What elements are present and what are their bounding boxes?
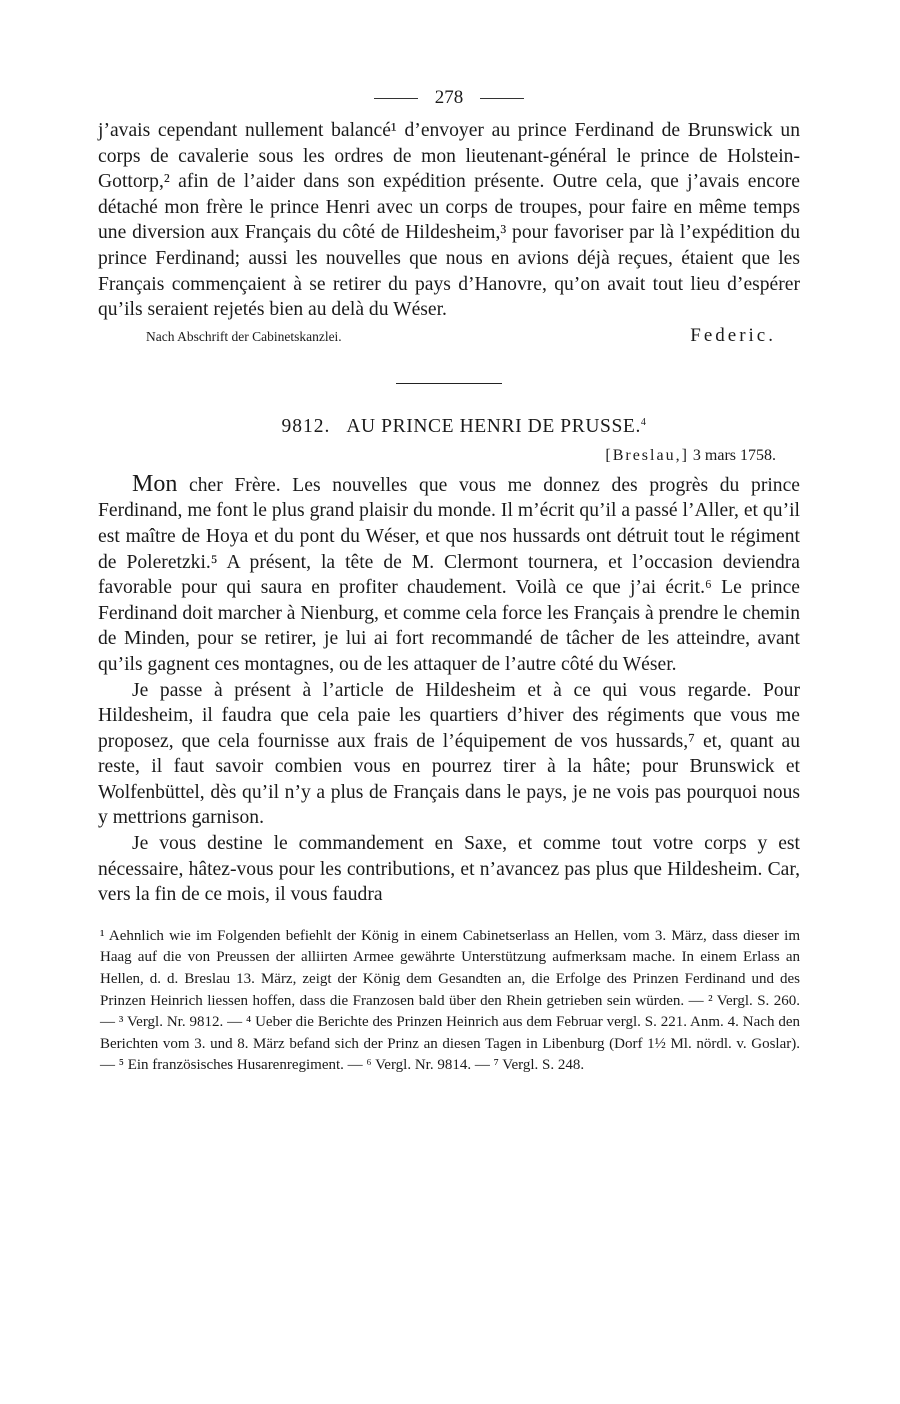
header-dash-left xyxy=(374,98,418,99)
letter-paragraph-3: Je vous destine le commandement en Saxe, et comme tout votre corps y est nécessaire, hâtez-vous pour les contributions, et n’avancez pas plus que Hildesheim. Car, vers la fin de ce mois, il vous faudra xyxy=(98,833,800,906)
dateline-place: [Breslau,] xyxy=(605,446,689,464)
source-note: Nach Abschrift der Cabinetskanzlei. xyxy=(146,328,342,344)
letter-paragraph-1 xyxy=(98,472,800,678)
section-divider xyxy=(396,383,502,384)
letter-paragraph-2: Je passe à présent à l’article de Hildesheim et à ce qui vous regarde. Pour Hildesheim, il faudra que cela paie les quartiers d’hiver des régiments que vous me proposez, que cela fournisse aux frais de l’équipement de vos hussards,⁷ et, quant au reste, il faut savoir combien vous en pourrez tirer à la hâte; pour Brunswick et Wolfenbüttel, dès qu’il n’y a plus de Français dans le pays, je ne vois pas pourquoi nous y mettrions garnison. xyxy=(98,679,800,829)
header-dash-right xyxy=(480,98,524,99)
letter-continuation-text: j’avais cependant nullement balancé¹ d’envoyer au prince Ferdinand de Brunswick un corps de cavalerie sous les ordres de mon lieutenant-général le prince de Holstein-Gottorp,² afin de l’aider dans son expédition présente. Outre cela, que j’avais encore détaché mon frère le prince Henri avec un corps de troupes, pour faire en même temps une diversion aux Français du côté de Hildesheim,³ pour favoriser par là l’expédition du prince Ferdinand; aussi les nouvelles que nous en avions déjà reçues, étaient que les Français commençaient à se retirer du pays d’Hanovre, qu’on avait tout lieu d’espérer qu’ils seraient rejetés bien au delà du Wéser. xyxy=(98,120,800,321)
title-footnote-ref: 4 xyxy=(640,416,647,428)
page-header xyxy=(98,84,800,112)
letter-closing xyxy=(98,325,800,347)
footnotes: ¹ Aehnlich wie im Folgenden befiehlt der König in einem Cabinetserlass an Hellen, vom 3. März, dass dieser im Haag auf die von Preussen der alliirten Armee gewährte Unterstützung aufmerksam mache. In einem Erlass an Hellen, d. d. Breslau 13. März, zeigt der König dem Gesandten an, die Erfolge des Prinzen Ferdinand und des Prinzen Heinrich liessen hoffen, dass die Franzosen bald über den Rhein getrieben sein würden. — ² Vergl. S. 260. — ³ Vergl. Nr. 9812. — ⁴ Ueber die Berichte des Prinzen Heinrich aus dem Februar vergl. S. 221. Anm. 4. Nach den Berichten vom 3. und 8. März befand sich der Prinz an diesen Tagen in Libenburg (Dorf 1½ Ml. nördl. v. Goslar). — ⁵ Ein französisches Husarenregiment. — ⁶ Vergl. Nr. 9814. — ⁷ Vergl. S. 248. xyxy=(100,927,800,1074)
page-number: 278 xyxy=(434,87,464,108)
signature: Federic. xyxy=(690,324,776,346)
letter-paragraph-1-text: cher Frère. Les nouvelles que vous me donnez des progrès du prince Ferdinand, me font le plus grand plaisir du monde. Il m’écrit qu’il a passé l’Aller, et qu’il est maître de Hoya et du pont du Wéser, et que nos hussards ont détruit tout le régiment de Poleretzki.⁵ A présent, la tête de M. Clermont tournera, et l’occasion deviendra favorable pour qui saura en profiter chaudement. Voilà ce que j’ai écrit.⁶ Le prince Ferdinand doit marcher à Nienburg, et comme cela force les Français à prendre le chemin de Minden, pour se retirer, je lui ai fort recommandé de tâcher de les atteindre, avant qu’ils gagnent ces montagnes, ou de les attaquer de l’autre côté du Wéser. xyxy=(98,474,800,675)
dateline-date: 3 mars 1758. xyxy=(692,446,776,464)
letter-number: 9812. xyxy=(281,415,331,437)
salutation: Mon xyxy=(132,470,178,497)
dateline xyxy=(98,444,776,468)
letter-heading xyxy=(98,414,800,440)
letter-title: AU PRINCE HENRI DE PRUSSE. xyxy=(346,415,641,437)
document-page xyxy=(98,84,800,1092)
